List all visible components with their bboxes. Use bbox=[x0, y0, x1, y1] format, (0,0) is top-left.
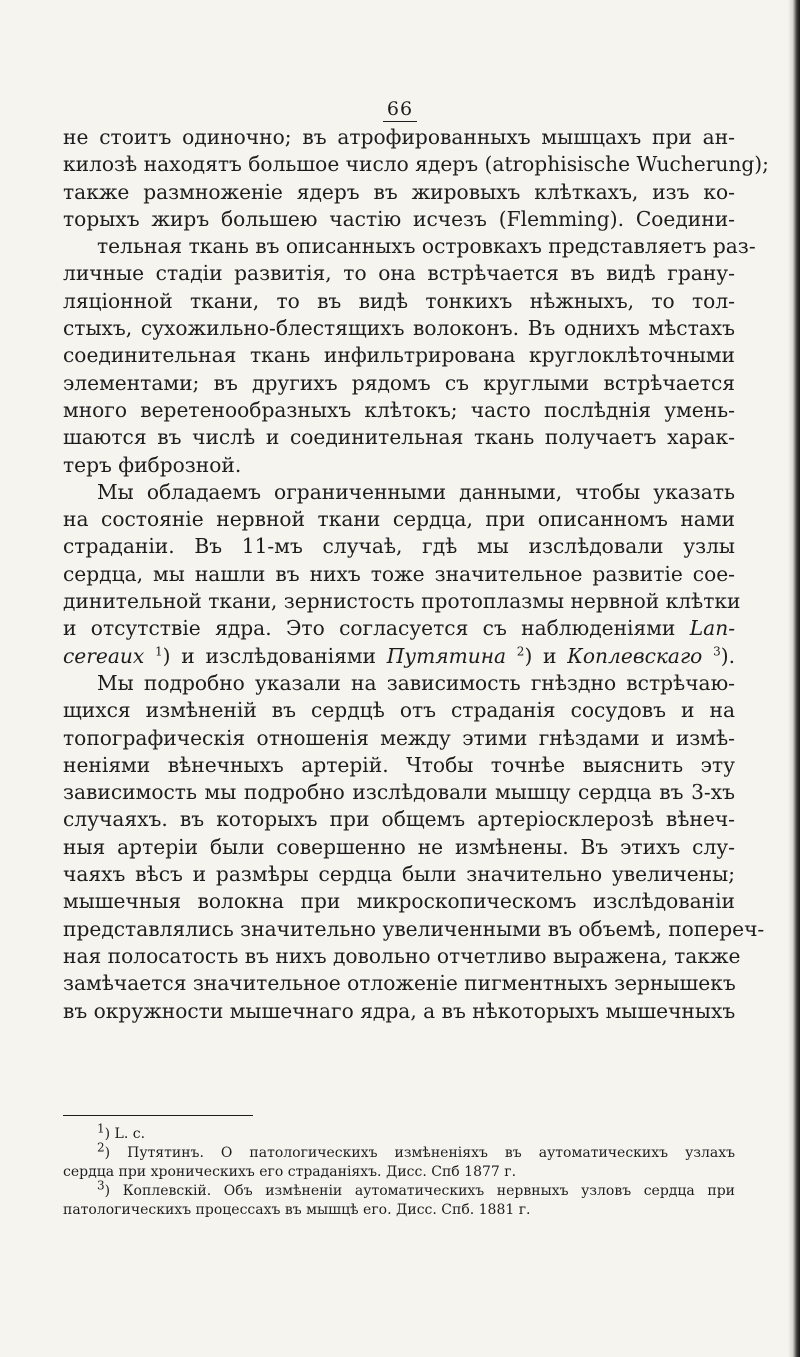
text-line: сердца, мы нашли въ нихъ тоже значительное развитіе сое- bbox=[63, 561, 735, 586]
text-line-with-references: cereaux $^1$) и изслѣдованіями Путятина $^2$) и Коплевскаго $^3$). bbox=[63, 643, 735, 668]
text-line: элементами; въ другихъ рядомъ съ круглыми встрѣчается bbox=[63, 370, 735, 395]
footnote-1: $^1$) L. c. bbox=[97, 1121, 146, 1142]
text-line: не стоитъ одиночно; въ атрофированныхъ мышцахъ при ан- bbox=[63, 125, 735, 149]
footnote-mark: 2 bbox=[97, 1140, 105, 1155]
text-line: чаяхъ вѣсъ и размѣры сердца были значительно увеличены; bbox=[63, 862, 735, 887]
text-line-with-reference: и отсутствіе ядра. Это согласуется съ наблюденіями Lan- bbox=[63, 616, 736, 641]
footnote-3-continued: патологическихъ процессахъ въ мышцѣ его. Дисс. Спб. 1881 г. bbox=[63, 1202, 531, 1218]
text-line: торыхъ жиръ большею частію исчезъ (Flemming). Соедини- bbox=[63, 206, 735, 231]
text-line: неніями вѣнечныхъ артерій. Чтобы точнѣе выяснить эту bbox=[63, 752, 735, 777]
text-line: топографическія отношенія между этими гнѣздами и измѣ- bbox=[63, 725, 735, 750]
text-line: ныя артеріи были совершенно не измѣнены. Въ этихъ слу- bbox=[63, 834, 735, 859]
footnote-mark: 1 bbox=[97, 1121, 105, 1136]
author-reference: cereaux bbox=[63, 643, 145, 668]
footnote-2-continued: сердца при хроническихъ его страданіяхъ. Дисс. Спб 1877 г. bbox=[63, 1164, 517, 1180]
text-line: страданіи. Въ 11-мъ случаѣ, гдѣ мы изслѣдовали узлы bbox=[63, 534, 735, 559]
text-line: щихся измѣненій въ сердцѣ отъ страданія сосудовъ и на bbox=[63, 698, 735, 723]
text-line: ляціонной ткани, то въ видѣ тонкихъ нѣжныхъ, то тол- bbox=[63, 288, 735, 313]
text-line: тельная ткань въ описанныхъ островкахъ представляетъ раз- bbox=[97, 234, 756, 259]
text-line: представлялись значительно увеличенными въ объемѣ, попереч- bbox=[63, 916, 765, 941]
author-reference: Lan- bbox=[689, 616, 736, 641]
author-reference: Коплевскаго bbox=[567, 643, 703, 668]
text-line: въ окружности мышечнаго ядра, а въ нѣкоторыхъ мышечныхъ bbox=[63, 998, 736, 1023]
text-line: Мы подробно указали на зависимость гнѣздно встрѣчаю- bbox=[97, 670, 735, 695]
text-line: замѣчается значительное отложеніе пигментныхъ зернышекъ bbox=[63, 971, 736, 996]
text-line: личные стадіи развитія, то она встрѣчается въ видѣ грану- bbox=[63, 261, 735, 286]
footnote-mark: 3 bbox=[97, 1178, 105, 1193]
text-line: стыхъ, сухожильно-блестящихъ волоконъ. Въ однихъ мѣстахъ bbox=[63, 316, 735, 341]
text-line: зависимость мы подробно изслѣдовали мышцу сердца въ 3-хъ bbox=[63, 780, 735, 805]
footnote-2: $^2$) Путятинъ. О патологическихъ измѣненіяхъ въ аутоматическихъ узлахъ bbox=[97, 1140, 735, 1161]
text-line: на состояніе нервной ткани сердца, при описанномъ нами bbox=[63, 507, 735, 532]
text-line: Мы обладаемъ ограниченными данными, чтобы указать bbox=[97, 479, 735, 504]
footnote-mark: 3 bbox=[713, 643, 721, 658]
footnote-mark: 2 bbox=[516, 643, 525, 658]
page-number: 66 bbox=[0, 98, 800, 120]
page-edge-shadow bbox=[788, 0, 800, 1357]
text-line: соединительная ткань инфильтрирована круглоклѣточными bbox=[63, 343, 735, 368]
text-line: шаются въ числѣ и соединительная ткань получаетъ харак- bbox=[63, 425, 735, 450]
footnotes bbox=[63, 1121, 735, 1220]
text-line: динительной ткани, зернистость протоплазмы нервной клѣтки bbox=[63, 589, 741, 614]
text-line: ная полосатость въ нихъ довольно отчетливо выражена, также bbox=[63, 943, 741, 968]
text-line: случаяхъ. въ которыхъ при общемъ артеріосклерозѣ вѣнеч- bbox=[63, 807, 735, 832]
author-reference: Путятина bbox=[386, 643, 507, 668]
footnote-divider bbox=[63, 1115, 253, 1116]
text-line: килозѣ находятъ большое число ядеръ (atrophisische Wucherung); bbox=[63, 152, 769, 177]
text-line: также размноженіе ядеръ въ жировыхъ клѣткахъ, изъ ко- bbox=[63, 179, 735, 204]
text-line: теръ фиброзной. bbox=[63, 452, 242, 477]
body-text bbox=[63, 124, 769, 1025]
text-line: много веретенообразныхъ клѣтокъ; часто послѣднія умень- bbox=[63, 397, 735, 422]
text-line: мышечныя волокна при микроскопическомъ изслѣдованіи bbox=[63, 889, 735, 914]
footnote-3: $^3$) Коплевскій. Объ измѣненіи аутоматическихъ нервныхъ узловъ сердца при bbox=[97, 1178, 735, 1199]
footnote-mark: 1 bbox=[155, 643, 163, 658]
